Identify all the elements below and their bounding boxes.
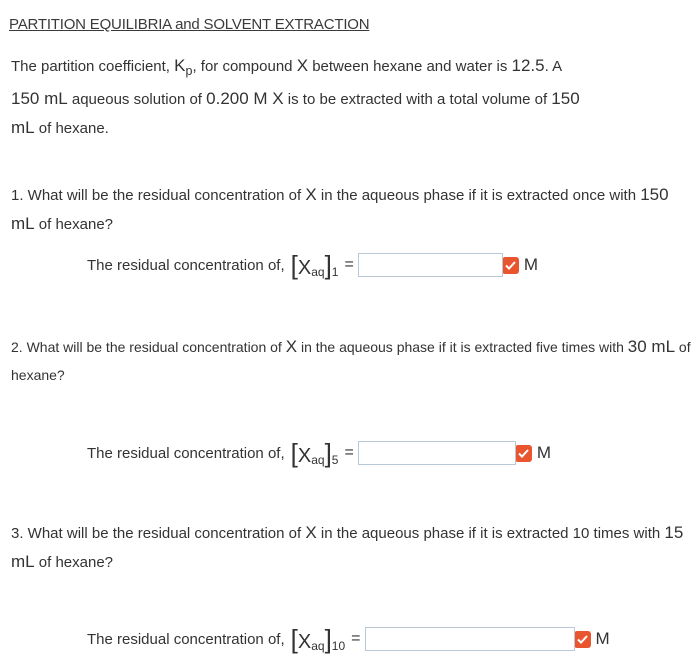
concentration-symbol: [ X $_{aq}$ ] $_1$ (290, 250, 339, 280)
compound-symbol: X (305, 523, 317, 542)
answer-input-2[interactable] (359, 442, 515, 464)
intro-text-5: aqueous solution of (67, 91, 207, 108)
answer-input-box-2[interactable] (358, 441, 516, 465)
intro-text-2: , for compound (192, 58, 297, 75)
question-1 (11, 181, 691, 239)
concentration-symbol: [ X $_{aq}$ ] $_{10}$ (290, 624, 346, 654)
question-3 (11, 519, 691, 577)
extraction-volume: 150 mL (11, 185, 669, 233)
question-number: 1. (11, 187, 24, 204)
kp-symbol: K (174, 56, 186, 75)
equals-sign: = (344, 256, 354, 273)
unit-label: M (595, 629, 610, 648)
answer-input-3[interactable] (366, 628, 574, 650)
intro-text-8: of hexane. (34, 120, 109, 137)
extraction-index: 1 (331, 265, 339, 279)
check-badge-icon[interactable] (515, 445, 532, 462)
extraction-index: 5 (331, 453, 339, 467)
page-title: PARTITION EQUILIBRIA and SOLVENT EXTRACTION (9, 16, 370, 33)
compound-symbol: X (305, 185, 317, 204)
question-text: What will be the residual concentration of (23, 525, 306, 542)
answer-input-box-3[interactable] (365, 627, 575, 651)
answer-label: The residual concentration of, (87, 444, 285, 462)
question-text: What will be the residual concentration of (22, 339, 286, 355)
answer-label: The residual concentration of, (87, 256, 285, 274)
answer-label: The residual concentration of, (87, 630, 285, 648)
aqueous-volume: 150 mL (11, 89, 68, 108)
equals-sign: = (344, 444, 354, 461)
answer-input-box-1[interactable] (358, 253, 503, 277)
question-number: 3. (11, 525, 24, 542)
answer-row-3 (87, 622, 610, 656)
unit-label: M (523, 255, 538, 274)
intro-text-4: . A (544, 58, 563, 75)
extraction-volume: 30 mL (627, 337, 676, 356)
volume-unit: mL (11, 118, 35, 137)
question-text: of hexane? (34, 554, 114, 571)
intro-text-1: The partition coefficient, (11, 58, 175, 75)
extraction-index: 10 (331, 639, 346, 653)
answer-input-1[interactable] (359, 254, 502, 276)
question-2 (11, 333, 691, 389)
question-text: in the aqueous phase if it is extracted once with (316, 187, 641, 204)
question-text: in the aqueous phase if it is extracted five times with (297, 339, 628, 355)
unit-label: M (536, 443, 551, 462)
compound-symbol: X (285, 337, 298, 356)
problem-intro (11, 52, 691, 143)
answer-row-1 (87, 248, 538, 282)
concentration-symbol: [ X $_{aq}$ ] $_5$ (290, 438, 339, 468)
question-text: in the aqueous phase if it is extracted 10 times with (316, 525, 665, 542)
check-badge-icon[interactable] (502, 257, 519, 274)
answer-row-2 (87, 436, 551, 470)
equals-sign: = (351, 630, 361, 647)
intro-text-6: is to be extracted with a total volume of (283, 91, 552, 108)
kp-subscript: p (185, 64, 193, 78)
intro-text-3: between hexane and water is (308, 58, 512, 75)
initial-concentration: 0.200 M X (206, 89, 284, 108)
question-text: What will be the residual concentration of (23, 187, 306, 204)
question-text: of hexane? (11, 339, 691, 383)
extraction-volume: 15 mL (11, 523, 684, 571)
kp-value: 12.5 (511, 56, 545, 75)
total-hexane-volume: 150 (551, 89, 580, 108)
check-badge-icon[interactable] (574, 631, 591, 648)
question-number: 2. (11, 339, 23, 355)
compound-symbol: X (296, 56, 309, 75)
question-text: of hexane? (34, 216, 114, 233)
